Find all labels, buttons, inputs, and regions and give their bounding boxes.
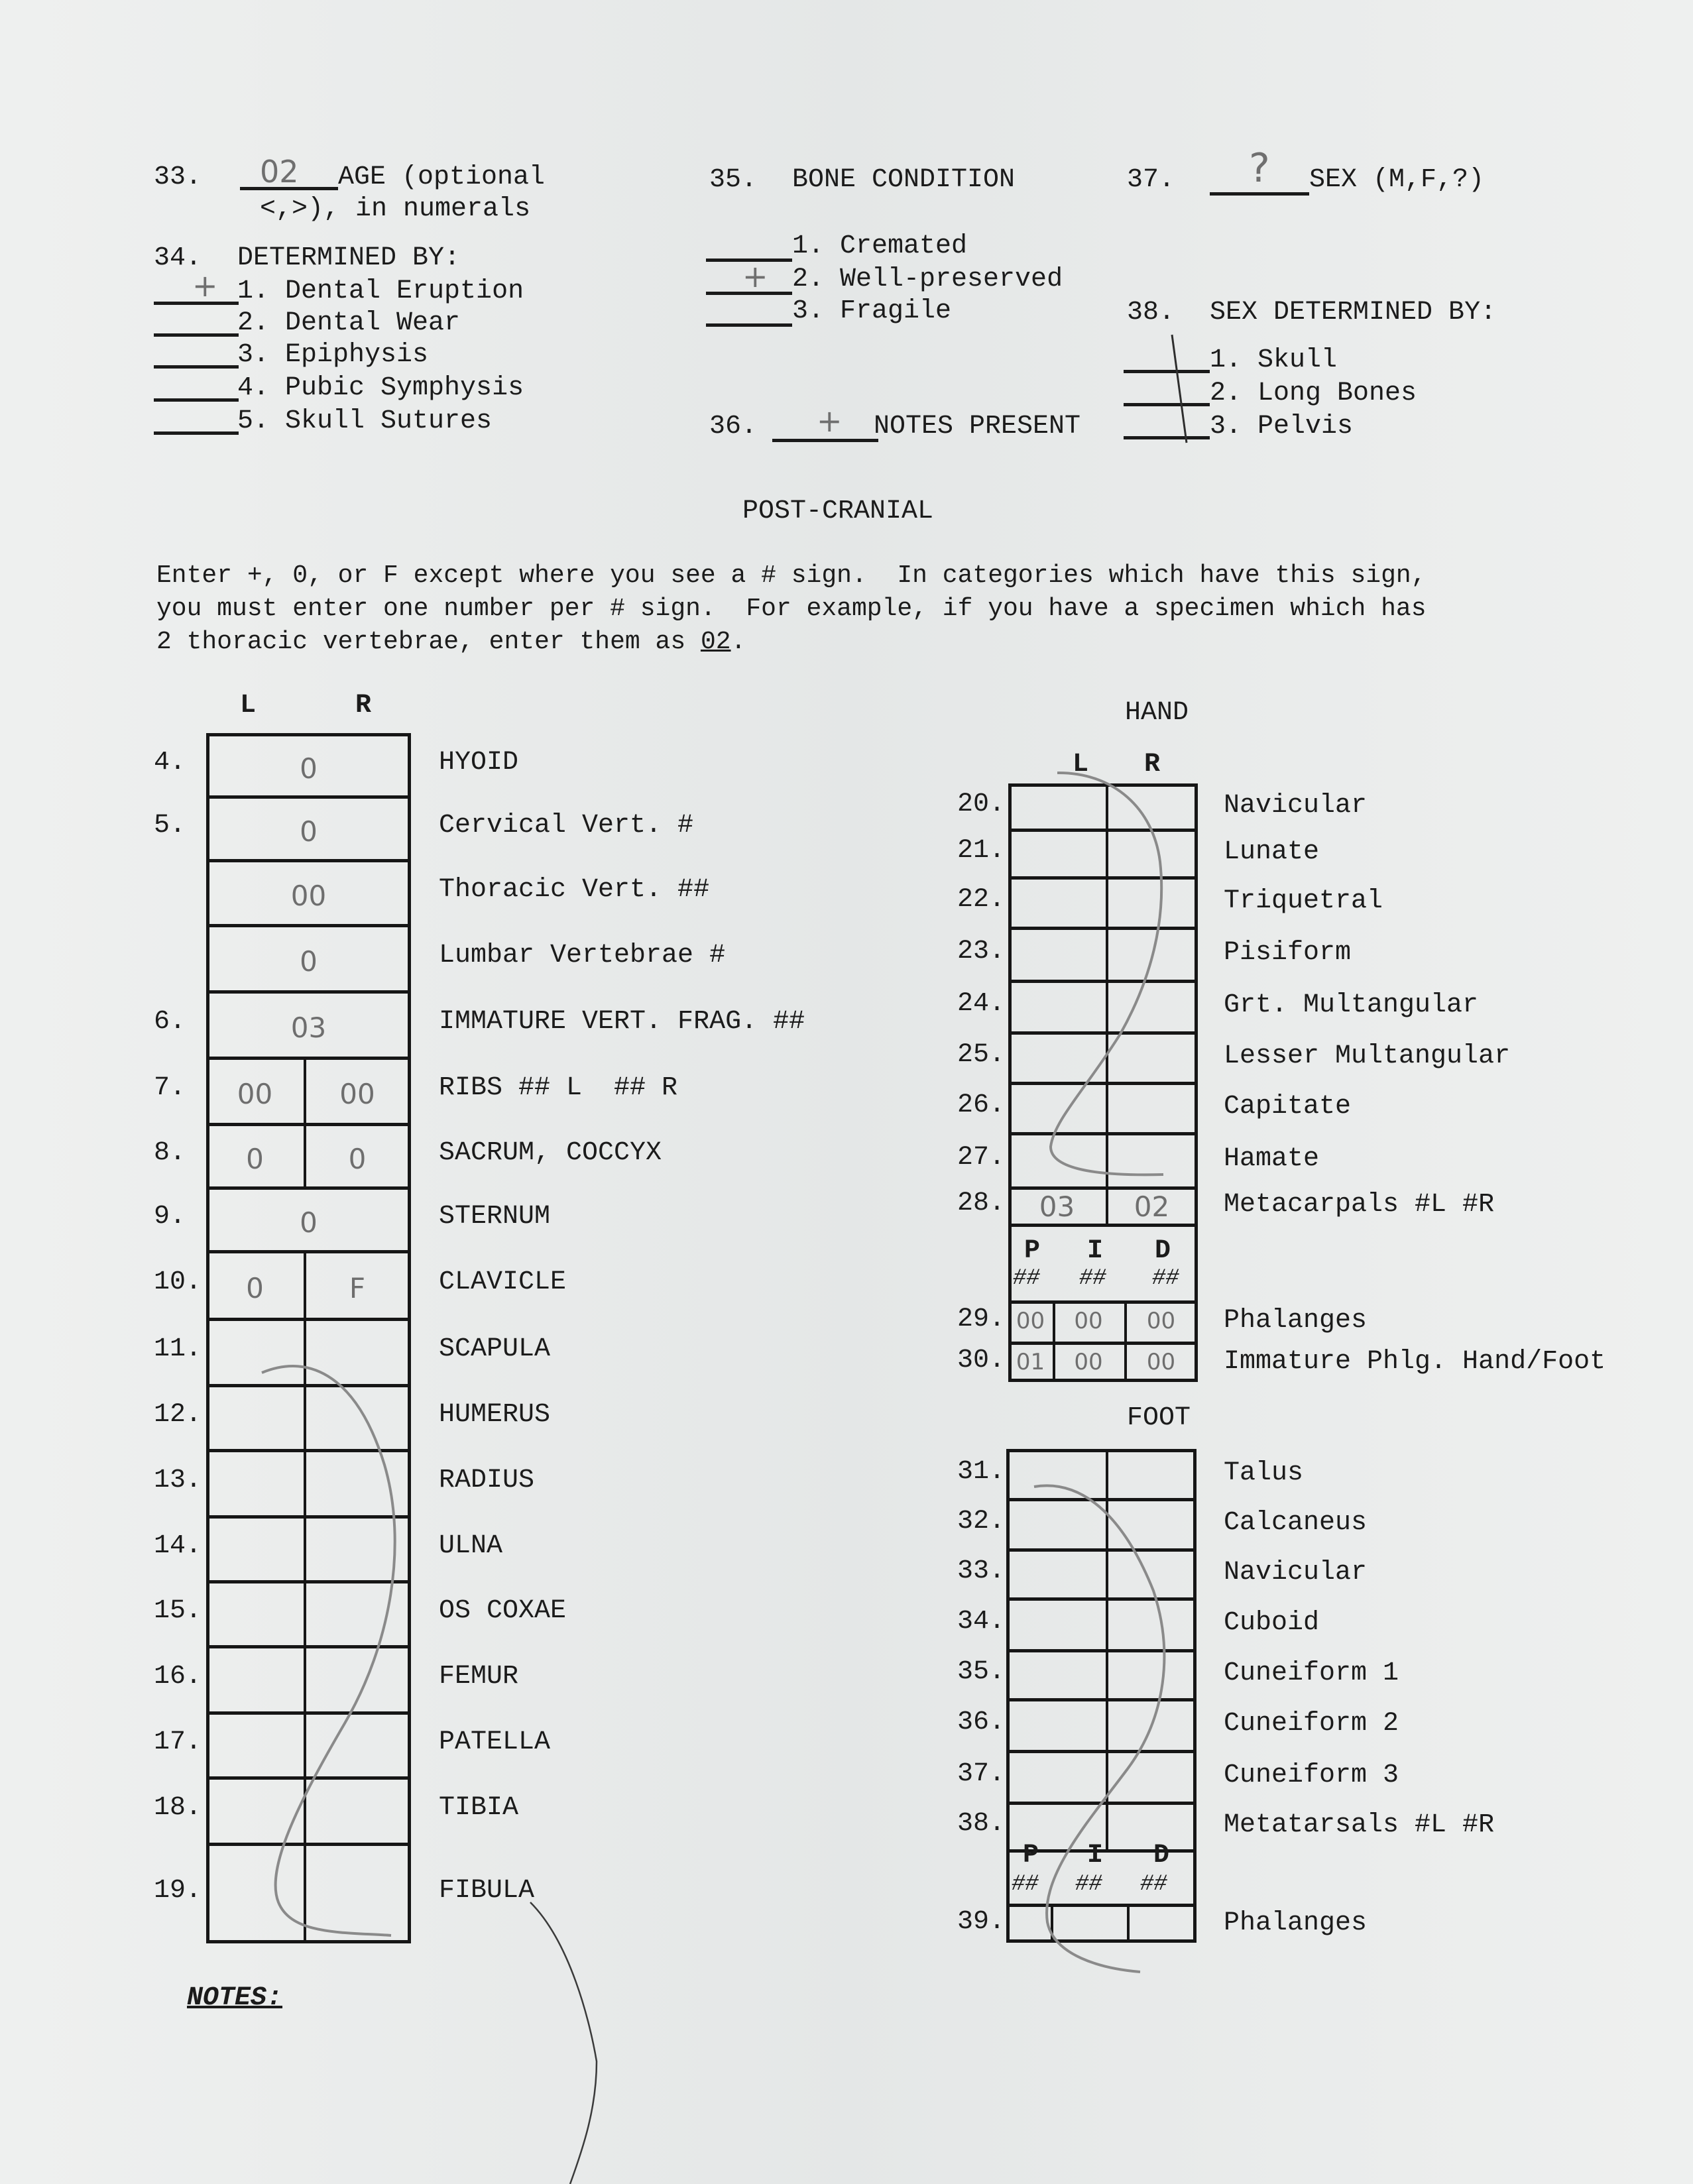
grid-row-divider — [206, 1384, 411, 1387]
option-label: 3. Epiphysis — [237, 340, 429, 370]
cell-d[interactable]: 00 — [1146, 1308, 1176, 1334]
cell-divider — [304, 1384, 306, 1449]
cell-divider — [1106, 1132, 1108, 1186]
notes-present-line — [772, 439, 878, 442]
grid-row-divider — [1008, 927, 1198, 930]
cell-divider — [1106, 1698, 1108, 1750]
row-number: 22. — [957, 885, 1006, 915]
row-number: 13. — [154, 1466, 202, 1495]
row-label: STERNUM — [439, 1202, 551, 1232]
grid-row-divider — [206, 1776, 411, 1780]
cell-p[interactable]: 00 — [1016, 1308, 1045, 1334]
foot-title: FOOT — [1127, 1403, 1191, 1433]
row-label: RADIUS — [439, 1466, 535, 1495]
option-label: 3. Pelvis — [1210, 412, 1354, 441]
row-number: 27. — [957, 1143, 1006, 1173]
option-line — [154, 365, 239, 369]
cell-divider — [304, 1318, 306, 1384]
cell-divider — [304, 1515, 306, 1580]
row-label: Navicular — [1224, 791, 1368, 821]
grid-row-divider — [1008, 1132, 1198, 1135]
row-number: 23. — [957, 937, 1006, 966]
option-label: 3. Fragile — [792, 296, 952, 326]
cell-divider — [304, 1580, 306, 1645]
row-label: Phalanges — [1224, 1908, 1368, 1938]
cell-left[interactable]: 00 — [237, 1078, 273, 1110]
option-line — [1124, 403, 1210, 406]
cell-value[interactable]: 03 — [290, 1011, 327, 1044]
cell-value[interactable]: 0 — [300, 815, 318, 848]
row-label: Cervical Vert. # — [439, 811, 694, 840]
cell-right[interactable]: 0 — [348, 1143, 367, 1175]
option-line — [154, 333, 239, 337]
q34-title: DETERMINED BY: — [237, 243, 461, 273]
option-label: 1. Cremated — [792, 231, 968, 261]
instruction-line: Enter +, 0, or F except where you see a # sign. In categories which have this sign, — [156, 561, 1427, 590]
cell-divider — [1106, 1449, 1108, 1498]
row-label: Lumbar Vertebrae # — [439, 941, 726, 970]
cell-divider — [1106, 1597, 1108, 1649]
grid-row-divider — [206, 1250, 411, 1253]
row-number: 19. — [154, 1876, 202, 1906]
pid-i: I — [1087, 1236, 1104, 1266]
hand-col-right: R — [1144, 750, 1161, 779]
grid-row-divider — [206, 1711, 411, 1715]
instruction-example: 02 — [700, 628, 731, 656]
cell-d[interactable]: 00 — [1146, 1348, 1176, 1375]
cell-divider — [304, 1711, 306, 1776]
sex-field-line — [1210, 192, 1309, 196]
row-label: Capitate — [1224, 1092, 1352, 1121]
option-line — [154, 398, 239, 402]
row-number: 38. — [957, 1809, 1006, 1839]
row-label: Metatarsals #L #R — [1224, 1810, 1495, 1840]
row-label: Triquetral — [1224, 886, 1383, 916]
age-label-2: <,>), in numerals — [260, 194, 531, 224]
q36-number: 36. — [709, 412, 758, 441]
row-label: RIBS ## L ## R — [439, 1073, 678, 1103]
cell-divider — [1106, 829, 1108, 876]
q35-number: 35. — [709, 165, 758, 195]
pid-p: P — [1024, 1236, 1041, 1266]
cell-left[interactable]: 03 — [1039, 1190, 1075, 1223]
grid-row-divider — [1006, 1750, 1197, 1753]
row-number: 21. — [957, 836, 1006, 866]
grid-row-divider — [206, 1580, 411, 1583]
grid-row-divider — [1008, 1031, 1198, 1035]
grid-row-divider — [206, 990, 411, 994]
sex-field[interactable]: ? — [1249, 145, 1270, 192]
age-field[interactable]: 02 — [260, 154, 299, 190]
grid-row-divider — [206, 859, 411, 862]
row-number: 14. — [154, 1531, 202, 1561]
row-label: FEMUR — [439, 1662, 519, 1692]
pid-hash: ## — [1140, 1872, 1167, 1897]
row-label: HUMERUS — [439, 1400, 551, 1430]
row-number: 10. — [154, 1267, 202, 1297]
row-label: Cuneiform 2 — [1224, 1709, 1399, 1739]
option-line — [154, 431, 239, 435]
pid-hash: ## — [1012, 1872, 1039, 1897]
grid-row-divider — [1008, 980, 1198, 983]
row-label: Metacarpals #L #R — [1224, 1190, 1495, 1220]
grid-row-divider — [1006, 1597, 1197, 1601]
row-number: 7. — [154, 1073, 186, 1103]
grid-row-divider — [206, 1318, 411, 1321]
sex-determined-stroke — [1172, 335, 1187, 443]
q35-title: BONE CONDITION — [792, 165, 1016, 195]
row-number: 25. — [957, 1040, 1006, 1070]
row-label: Cuboid — [1224, 1608, 1320, 1638]
q38-number: 38. — [1127, 298, 1175, 327]
cell-divider — [1106, 1750, 1108, 1802]
grid-row-divider — [206, 1186, 411, 1190]
row-label: CLAVICLE — [439, 1267, 567, 1297]
row-number: 15. — [154, 1596, 202, 1626]
cell-divider — [304, 1449, 306, 1515]
row-label: Pisiform — [1224, 938, 1352, 968]
q34-number: 34. — [154, 243, 202, 273]
grid-row-divider — [206, 1123, 411, 1126]
q33-number: 33. — [154, 162, 202, 192]
row-number: 30. — [957, 1345, 1006, 1375]
row-number: 18. — [154, 1793, 202, 1823]
row-label: Navicular — [1224, 1558, 1368, 1587]
row-label: OS COXAE — [439, 1596, 567, 1626]
cell-right[interactable]: 02 — [1134, 1190, 1170, 1223]
option-label: 2. Dental Wear — [237, 308, 461, 338]
cell-divider — [1106, 1548, 1108, 1597]
row-number: 17. — [154, 1727, 202, 1757]
option-line — [706, 323, 792, 327]
cell-divider — [304, 1776, 306, 1843]
grid-row-divider — [1006, 1698, 1197, 1701]
row-number: 36. — [957, 1707, 1006, 1737]
grid-row-divider — [206, 1449, 411, 1452]
row-number: 37. — [957, 1759, 1006, 1789]
option-mark[interactable]: + — [192, 268, 218, 304]
postcranial-title: POST-CRANIAL — [742, 496, 934, 526]
row-label: Thoracic Vert. ## — [439, 875, 710, 905]
cell-divider — [304, 1843, 306, 1942]
row-number: 8. — [154, 1138, 186, 1168]
grid-row-divider — [1006, 1802, 1197, 1805]
grid-row-divider — [1006, 1904, 1197, 1907]
option-label: 2. Long Bones — [1210, 378, 1417, 408]
grid-row-divider — [206, 1057, 411, 1060]
cell-value[interactable]: 0 — [300, 752, 318, 785]
hand-col-left: L — [1073, 750, 1089, 779]
cell-value[interactable]: 0 — [300, 1206, 318, 1239]
row-label: SACRUM, COCCYX — [439, 1138, 662, 1168]
grid-row-divider — [1008, 1082, 1198, 1085]
cell-value[interactable]: 0 — [300, 945, 318, 978]
row-label: TIBIA — [439, 1793, 519, 1823]
row-label: Phalanges — [1224, 1306, 1368, 1336]
row-label: Hamate — [1224, 1144, 1320, 1174]
cell-divider — [304, 1645, 306, 1711]
grid-row-divider — [206, 1515, 411, 1519]
row-number: 11. — [154, 1334, 202, 1364]
cell-left[interactable]: 0 — [246, 1272, 264, 1304]
row-number: 33. — [957, 1556, 1006, 1586]
grid-row-divider — [1008, 1342, 1198, 1345]
cell-divider — [1106, 1498, 1108, 1548]
row-label: FIBULA — [439, 1876, 535, 1906]
grid-row-divider — [206, 795, 411, 799]
grid-row-divider — [1006, 1649, 1197, 1652]
option-label: 1. Skull — [1210, 345, 1338, 375]
grid-row-divider — [1006, 1548, 1197, 1552]
cell-divider — [1106, 1082, 1108, 1132]
postcranial-grid — [206, 733, 411, 1943]
cell-right[interactable]: 00 — [339, 1078, 375, 1110]
grid-row-divider — [1008, 1300, 1198, 1304]
row-number: 26. — [957, 1090, 1006, 1120]
row-label: Cuneiform 3 — [1224, 1760, 1399, 1790]
pid-d: D — [1153, 1841, 1170, 1870]
cell-divider — [1106, 927, 1108, 980]
row-number: 5. — [154, 811, 186, 840]
cell-value[interactable]: 00 — [290, 880, 327, 912]
option-label: 1. Dental Eruption — [237, 276, 524, 306]
row-number: 20. — [957, 789, 1006, 819]
q38-title: SEX DETERMINED BY: — [1210, 298, 1497, 327]
row-label: Grt. Multangular — [1224, 990, 1479, 1020]
instruction-line: you must enter one number per # sign. For example, if you have a specimen which has — [156, 595, 1427, 623]
row-number: 24. — [957, 989, 1006, 1019]
grid-row-divider — [1008, 1186, 1198, 1190]
row-number: 12. — [154, 1400, 202, 1430]
row-number: 9. — [154, 1202, 186, 1232]
row-number: 29. — [957, 1304, 1006, 1334]
cell-divider — [1051, 1904, 1053, 1943]
option-label: 4. Pubic Symphysis — [237, 373, 524, 403]
row-label: SCAPULA — [439, 1334, 551, 1364]
cell-i[interactable]: 00 — [1074, 1348, 1103, 1375]
cell-divider — [1106, 1649, 1108, 1698]
row-number: 4. — [154, 748, 186, 777]
row-label: HYOID — [439, 748, 519, 777]
grid-row-divider — [1008, 1224, 1198, 1227]
option-label: 2. Well-preserved — [792, 264, 1063, 294]
fibula-tail-stroke — [530, 1902, 597, 2184]
row-label: ULNA — [439, 1531, 503, 1561]
row-label: PATELLA — [439, 1727, 551, 1757]
row-number: 32. — [957, 1507, 1006, 1536]
row-label: IMMATURE VERT. FRAG. ## — [439, 1007, 805, 1037]
col-left-header: L — [240, 691, 257, 720]
row-number: 34. — [957, 1607, 1006, 1637]
instruction-text: 2 thoracic vertebrae, enter them as — [156, 628, 701, 656]
notes-present-label: NOTES PRESENT — [874, 412, 1081, 441]
sex-label: SEX (M,F,?) — [1309, 165, 1485, 195]
row-number: 28. — [957, 1188, 1006, 1218]
hand-title: HAND — [1125, 698, 1189, 728]
grid-row-divider — [206, 924, 411, 927]
pid-d: D — [1155, 1236, 1171, 1266]
cell-divider — [1106, 1802, 1108, 1849]
notes-present-field[interactable]: + — [817, 403, 843, 439]
row-label: Immature Phlg. Hand/Foot — [1224, 1346, 1606, 1377]
row-number: 31. — [957, 1457, 1006, 1487]
row-number: 39. — [957, 1906, 1006, 1937]
grid-row-divider — [206, 1645, 411, 1648]
option-mark[interactable]: + — [742, 259, 768, 294]
row-number: 6. — [154, 1007, 186, 1037]
cell-left[interactable]: 0 — [246, 1143, 264, 1175]
pid-hash: ## — [1013, 1266, 1040, 1291]
row-label: Lunate — [1224, 837, 1320, 867]
grid-row-divider — [206, 1843, 411, 1846]
row-label: Talus — [1224, 1458, 1304, 1488]
cell-divider — [1106, 1031, 1108, 1082]
option-line — [1124, 370, 1210, 373]
instruction-suffix: . — [730, 628, 746, 656]
cell-i[interactable]: 00 — [1074, 1308, 1103, 1334]
grid-row-divider — [1008, 876, 1198, 880]
pid-i: I — [1087, 1841, 1104, 1870]
cell-divider — [1106, 980, 1108, 1031]
cell-p[interactable]: 01 — [1016, 1348, 1045, 1375]
age-label: AGE (optional — [338, 162, 546, 192]
row-number: 35. — [957, 1657, 1006, 1687]
row-label: Cuneiform 1 — [1224, 1658, 1399, 1688]
cell-divider — [1106, 876, 1108, 927]
notes-label: NOTES: — [187, 1983, 283, 2013]
q37-number: 37. — [1127, 165, 1175, 195]
pid-hash: ## — [1075, 1872, 1102, 1897]
row-label: Lesser Multangular — [1224, 1041, 1511, 1071]
grid-row-divider — [1006, 1498, 1197, 1501]
pid-p: P — [1023, 1841, 1039, 1870]
option-line — [1124, 436, 1210, 439]
pid-hash: ## — [1079, 1266, 1106, 1291]
cell-divider — [1106, 783, 1108, 829]
pid-hash: ## — [1152, 1266, 1179, 1291]
cell-right[interactable]: F — [349, 1272, 366, 1304]
cell-divider — [1127, 1904, 1130, 1943]
option-label: 5. Skull Sutures — [237, 406, 493, 436]
grid-row-divider — [1008, 829, 1198, 832]
row-label: Calcaneus — [1224, 1508, 1368, 1538]
col-right-header: R — [355, 691, 372, 720]
instruction-line — [156, 630, 746, 655]
row-number: 16. — [154, 1662, 202, 1692]
